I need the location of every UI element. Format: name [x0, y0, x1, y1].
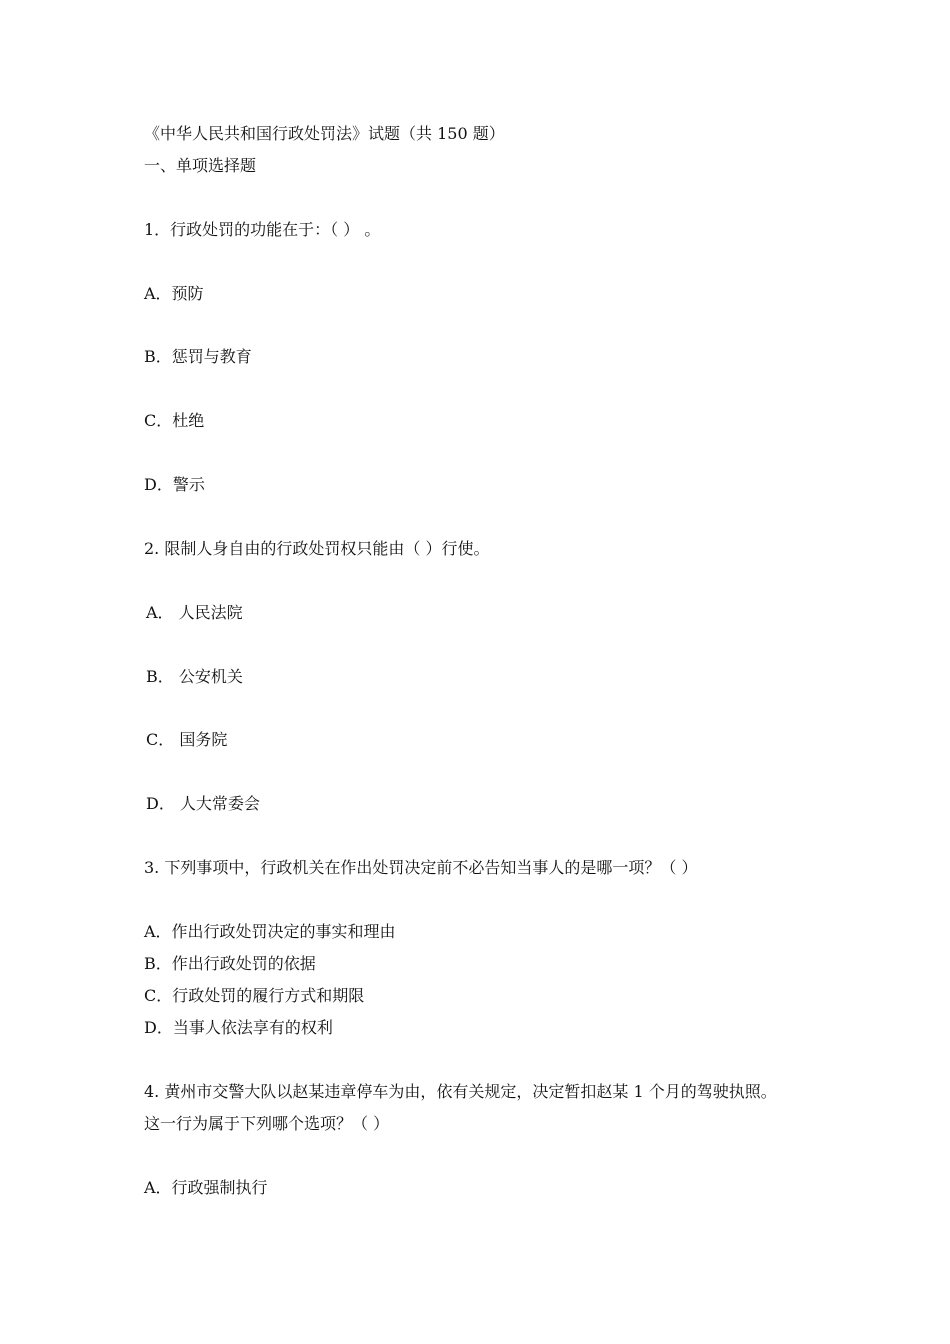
question-1-stem: 1．行政处罚的功能在于：（ ） 。	[144, 220, 381, 239]
question-3-option-a: A．作出行政处罚决定的事实和理由	[144, 922, 396, 941]
question-4-option-a: A．行政强制执行	[144, 1178, 268, 1197]
document-title: 《中华人民共和国行政处罚法》试题（共 150 题）	[144, 124, 505, 143]
question-3-option-d: D．当事人依法享有的权利	[144, 1018, 333, 1037]
question-3-stem: 3. 下列事项中，行政机关在作出处罚决定前不必告知当事人的是哪一项？（ ）	[144, 858, 698, 877]
question-4-stem-line-1: 4. 黄州市交警大队以赵某违章停车为由，依有关规定，决定暂扣赵某 1 个月的驾驶执照。	[144, 1082, 777, 1101]
question-2-option-d: D． 人大常委会	[146, 794, 260, 813]
question-2-option-a: A． 人民法院	[146, 603, 243, 622]
question-1-option-d: D．警示	[144, 475, 205, 494]
question-2-option-c: C． 国务院	[146, 730, 228, 749]
question-2-stem: 2. 限制人身自由的行政处罚权只能由（ ）行使。	[144, 539, 490, 558]
question-4-stem-line-2: 这一行为属于下列哪个选项？（ ）	[144, 1114, 390, 1133]
question-3-option-c: C．行政处罚的履行方式和期限	[144, 986, 365, 1005]
question-1-option-b: B．惩罚与教育	[144, 347, 252, 366]
question-1-option-c: C．杜绝	[144, 411, 205, 430]
question-2-option-b: B． 公安机关	[146, 667, 243, 686]
section-heading: 一、单项选择题	[144, 156, 257, 175]
question-3-option-b: B．作出行政处罚的依据	[144, 954, 316, 973]
question-1-option-a: A．预防	[144, 284, 204, 303]
